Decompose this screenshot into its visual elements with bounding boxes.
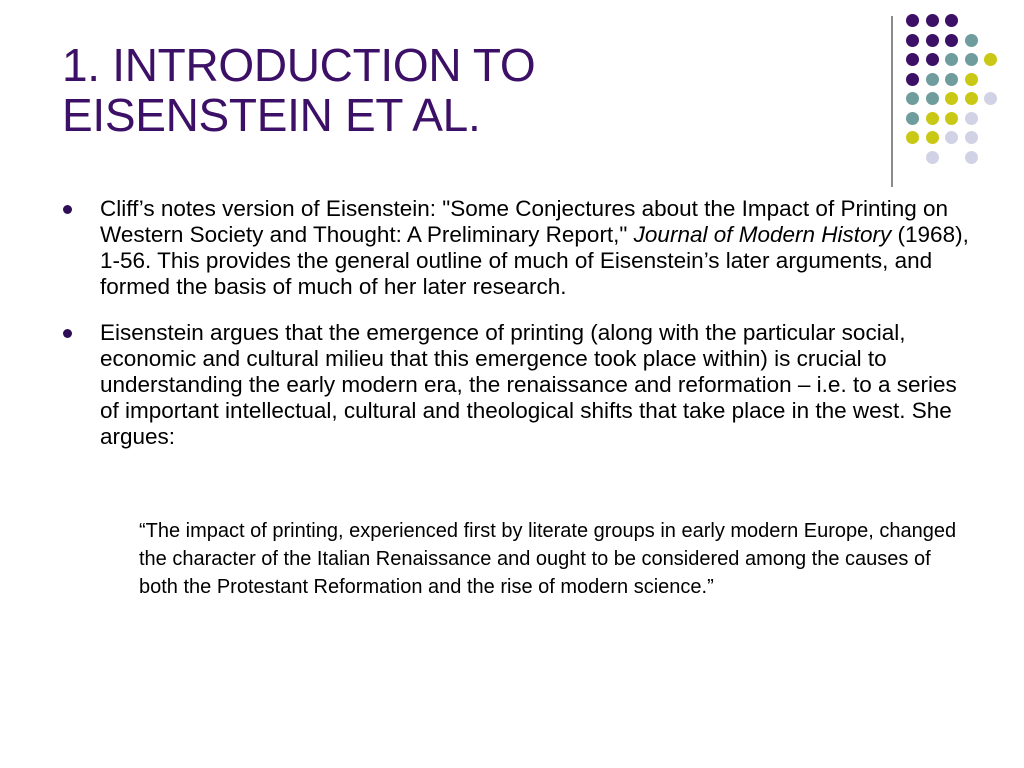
decorative-dot-teal <box>906 112 919 125</box>
decorative-dot-purple <box>945 14 958 27</box>
decorative-dot-yellow <box>926 112 939 125</box>
decorative-dot-lavender <box>965 112 978 125</box>
decorative-dot-teal <box>926 92 939 105</box>
decorative-dot-lavender <box>945 131 958 144</box>
title-line-2: EISENSTEIN ET AL. <box>62 89 481 141</box>
decorative-dot-grid <box>906 14 1014 164</box>
decorative-dot-lavender <box>965 151 978 164</box>
title-divider-line <box>891 16 893 187</box>
decorative-dot-teal <box>965 53 978 66</box>
bullet-2-text: Eisenstein argues that the emergence of printing (along with the particular social, economic and cultural milieu that this emergence took place within) is crucial to understanding the early modern era, the renaissance and reformation – i.e. to a series of important intellectual, cultural and theological shifts that take place in the west. She argues: <box>100 320 957 449</box>
bullet-item-1 <box>62 196 972 300</box>
decorative-dot-lavender <box>926 151 939 164</box>
bullet-item-2 <box>62 320 972 450</box>
decorative-dot-yellow <box>945 112 958 125</box>
decorative-dot-teal <box>945 53 958 66</box>
title-line-1: 1. INTRODUCTION TO <box>62 39 536 91</box>
bullet-list <box>62 196 972 470</box>
decorative-dot-yellow <box>926 131 939 144</box>
decorative-dot-teal <box>906 92 919 105</box>
decorative-dot-purple <box>926 34 939 47</box>
bullet-dot-icon <box>63 329 72 338</box>
decorative-dot-purple <box>945 34 958 47</box>
decorative-dot-purple <box>906 34 919 47</box>
decorative-dot-purple <box>906 73 919 86</box>
decorative-dot-yellow <box>965 73 978 86</box>
bullet-1-text-start: Cliff’s notes version of Eisenstein: "Some Conjectures about the Impact of Printing on Western Society and Thought: A Preliminary Report," <box>100 196 949 247</box>
decorative-dot-purple <box>926 14 939 27</box>
decorative-dot-yellow <box>984 53 997 66</box>
decorative-dot-teal <box>926 73 939 86</box>
decorative-dot-yellow <box>906 131 919 144</box>
bullet-1-text <box>100 196 969 299</box>
decorative-dot-lavender <box>965 131 978 144</box>
bullet-1-journal-title: Journal of Modern History <box>633 222 892 247</box>
bullet-dot-icon <box>63 205 72 214</box>
decorative-dot-yellow <box>965 92 978 105</box>
decorative-dot-yellow <box>945 92 958 105</box>
decorative-dot-teal <box>965 34 978 47</box>
decorative-dot-purple <box>906 14 919 27</box>
decorative-dot-purple <box>926 53 939 66</box>
decorative-dot-lavender <box>984 92 997 105</box>
slide-title <box>62 40 852 140</box>
decorative-dot-purple <box>906 53 919 66</box>
decorative-dot-teal <box>945 73 958 86</box>
eisenstein-quote: “The impact of printing, experienced first by literate groups in early modern Europe, changed the character of the Italian Renaissance and ought to be considered among the causes of both the Protestant Reformation and the rise of modern science.” <box>139 520 957 598</box>
bullet-1-text-end: (1968), 1-56. This provides the general outline of much of Eisenstein’s later arguments, and formed the basis of much of her later research. <box>100 222 969 299</box>
